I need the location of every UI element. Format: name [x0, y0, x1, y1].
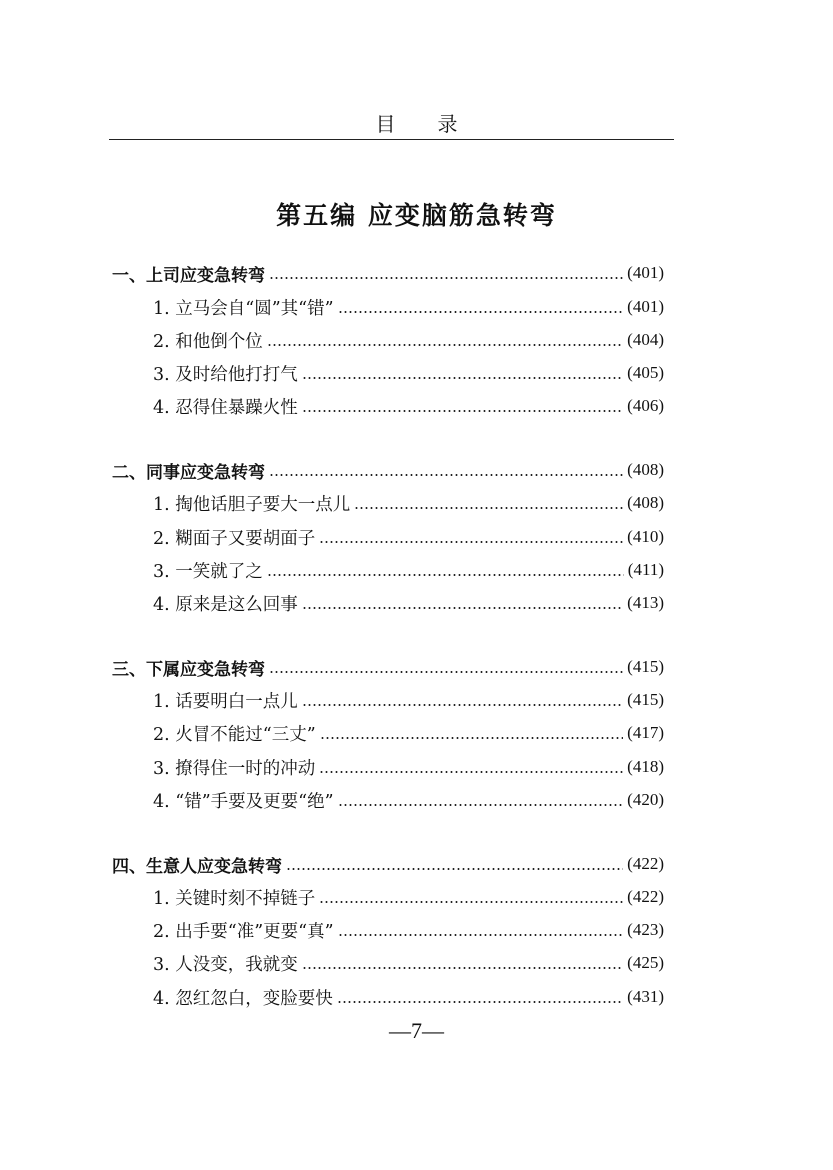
page-number: (415): [627, 690, 664, 709]
leader-dots: [269, 658, 623, 676]
leader-dots: [337, 988, 623, 1006]
leader-dots: [267, 561, 624, 579]
page-number: (408): [627, 460, 664, 479]
section-title: 四、生意人应变急转弯: [112, 856, 282, 877]
toc-entry[interactable]: [153, 359, 664, 387]
entry-title: 1. 关键时刻不掉链子: [153, 888, 316, 909]
toc-section-2[interactable]: [112, 456, 664, 484]
leader-dots: [320, 724, 624, 742]
page-number: (411): [627, 560, 664, 579]
running-header: [0, 108, 833, 137]
header-char-2: 录: [437, 112, 458, 136]
entry-title: 3. 人没变，我就变: [153, 954, 298, 975]
leader-dots: [269, 264, 623, 282]
page-number: (406): [627, 396, 664, 415]
leader-dots: [319, 888, 623, 906]
section-title: 三、下属应变急转弯: [112, 659, 265, 680]
toc-entry[interactable]: [153, 719, 664, 747]
leader-dots: [302, 364, 623, 382]
leader-dots: [319, 758, 623, 776]
leader-dots: [302, 691, 623, 709]
entry-title: 3. 及时给他打打气: [153, 364, 298, 385]
leader-dots: [286, 855, 623, 873]
toc-entry[interactable]: [153, 392, 664, 420]
entry-title: 4. 忍得住暴躁火性: [153, 397, 298, 418]
section-title: 二、同事应变急转弯: [112, 462, 265, 483]
entry-title: 2. 糊面子又要胡面子: [153, 528, 316, 549]
toc-entry[interactable]: [153, 753, 664, 781]
page-number: (420): [627, 790, 664, 809]
toc-section-3[interactable]: [112, 653, 664, 681]
page-number: (410): [627, 527, 664, 546]
entry-title: 4. “错”手要及更要“绝”: [153, 791, 334, 812]
page-number: (408): [627, 493, 664, 512]
toc-entry[interactable]: [153, 293, 664, 321]
page-number: (417): [627, 723, 664, 742]
toc-entry[interactable]: [153, 326, 664, 354]
header-char-1: 目: [375, 112, 396, 136]
toc-entry[interactable]: [153, 916, 664, 944]
page-number: (401): [627, 263, 664, 282]
page-number: (422): [627, 854, 664, 873]
entry-title: 1. 掏他话胆子要大一点儿: [153, 494, 351, 515]
entry-title: 1. 立马会自“圆”其“错”: [153, 298, 334, 319]
leader-dots: [302, 397, 623, 415]
toc-entry[interactable]: [153, 523, 664, 551]
leader-dots: [302, 594, 623, 612]
toc-section-4[interactable]: [112, 850, 664, 878]
entry-title: 4. 原来是这么回事: [153, 594, 298, 615]
leader-dots: [354, 494, 623, 512]
leader-dots: [338, 791, 624, 809]
toc-entry[interactable]: [153, 556, 664, 584]
page-number: (431): [627, 987, 664, 1006]
toc-entry[interactable]: [153, 589, 664, 617]
leader-dots: [267, 331, 623, 349]
entry-title: 2. 出手要“准”更要“真”: [153, 921, 334, 942]
entry-title: 2. 和他倒个位: [153, 331, 263, 352]
page-number: (401): [627, 297, 664, 316]
leader-dots: [338, 921, 624, 939]
entry-title: 4. 忽红忽白，变脸要快: [153, 988, 333, 1009]
page-number: (418): [627, 757, 664, 776]
page-number: (404): [627, 330, 664, 349]
page-number: (415): [627, 657, 664, 676]
page-footer-number: —7—: [389, 1018, 444, 1043]
part-title: 第五编 应变脑筋急转弯: [276, 201, 557, 230]
toc-entry[interactable]: [153, 883, 664, 911]
entry-title: 2. 火冒不能过“三丈”: [153, 724, 316, 745]
entry-title: 3. 一笑就了之: [153, 561, 263, 582]
section-title: 一、上司应变急转弯: [112, 265, 265, 286]
toc-entry[interactable]: [153, 983, 664, 1011]
header-rule: [109, 139, 674, 140]
toc-entry[interactable]: [153, 786, 664, 814]
toc-entry[interactable]: [153, 949, 664, 977]
leader-dots: [269, 461, 623, 479]
leader-dots: [319, 528, 623, 546]
toc-section-1[interactable]: [112, 259, 664, 287]
leader-dots: [338, 298, 624, 316]
entry-title: 3. 撩得住一时的冲动: [153, 758, 316, 779]
toc-entry[interactable]: [153, 686, 664, 714]
page-number: (425): [627, 953, 664, 972]
page-number: (423): [627, 920, 664, 939]
entry-title: 1. 话要明白一点儿: [153, 691, 298, 712]
toc-entry[interactable]: [153, 489, 664, 517]
page-number: (413): [627, 593, 664, 612]
leader-dots: [302, 954, 623, 972]
page-number: (405): [627, 363, 664, 382]
page-number: (422): [627, 887, 664, 906]
